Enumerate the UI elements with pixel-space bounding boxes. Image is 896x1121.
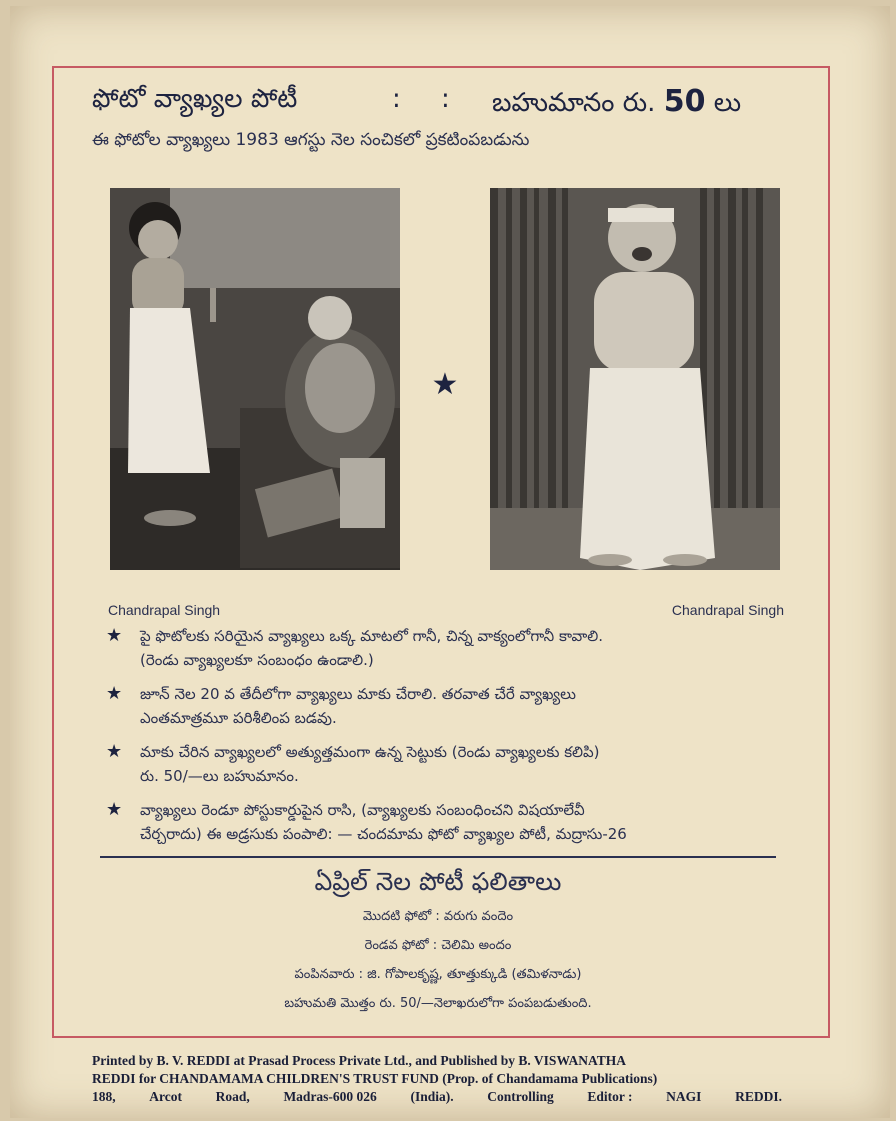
contest-rules: [106, 624, 806, 856]
star-icon: ★: [106, 741, 123, 762]
rule-item: [106, 682, 806, 730]
rule-text: ఎంతమాత్రమూ పరిశీలింప బడవు.: [140, 709, 337, 727]
star-icon: ★: [106, 683, 123, 704]
rule-text: చేర్చరాదు) ఈ అడ్రసుకు పంపాలి: — చందమామ ఫోటో వ్యాఖ్యల పోటీ, మద్రాసు-26: [140, 825, 627, 843]
first-photo-result: మొదటి ఫోటో : వరుగు వందెం: [362, 909, 514, 924]
rule-text: జూన్ నెల 20 వ తేదీలోగా వ్యాఖ్యలు మాకు చేరాలి. తరవాత చేరే వ్యాఖ్యలు: [140, 685, 576, 703]
child-with-shrine-photo: [110, 188, 400, 570]
prize-amount: 50: [663, 84, 706, 119]
imprint-word: Madras-600 026: [283, 1089, 377, 1104]
prize-note: బహుమతి మొత్తం రు. 50/—నెలాఖరులోగా పంపబడుతుంది.: [284, 996, 592, 1011]
photo-left: [110, 188, 400, 570]
winner-sender: పంపినవారు : జి. గోపాలకృష్ణ, తూత్తుక్కుడి (తమిళనాడు): [294, 967, 582, 982]
title-separator: : :: [392, 84, 466, 114]
star-icon: ★: [106, 625, 123, 646]
imprint-word: 188,: [92, 1089, 116, 1104]
photo-right: [490, 188, 780, 570]
second-photo-result: రెండవ ఫోటో : చెలిమి అందం: [364, 938, 512, 953]
results-section: [100, 862, 776, 1018]
contest-title: [92, 84, 812, 124]
rule-text: రు. 50/—లు బహుమానం.: [140, 767, 299, 785]
imprint-footer: [92, 1052, 782, 1106]
star-icon: ★: [106, 799, 123, 820]
contest-name: ఫోటో వ్యాఖ్యల పోటీ: [92, 84, 298, 114]
rule-text: (రెండు వ్యాఖ్యలకూ సంబంధం ఉండాలి.): [140, 651, 374, 669]
announcement-line: ఈ ఫోటోల వ్యాఖ్యలు 1983 ఆగస్టు నెల సంచికలో ప్రకటింపబడును: [92, 130, 530, 150]
imprint-word: Road,: [215, 1089, 250, 1104]
prize-label: బహుమానం రు.: [492, 88, 656, 118]
rule-text: మాకు చేరిన వ్యాఖ్యలలో అత్యుత్తమంగా ఉన్న సెట్టుకు (రెండు వ్యాఖ్యలకు కలిపి): [140, 743, 600, 761]
results-title: ఏప్రిల్ నెల పోటీ ఫలితాలు: [314, 867, 562, 896]
rule-text: పై ఫొటోలకు సరియైన వ్యాఖ్యలు ఒక్క మాటలో గానీ, చిన్న వాక్యంలోగానీ కావాలి.: [140, 627, 603, 645]
imprint-word: Editor :: [587, 1089, 633, 1104]
imprint-word: Controlling: [487, 1089, 554, 1104]
imprint-word: NAGI: [666, 1089, 702, 1104]
imprint-line: REDDI for CHANDAMAMA CHILDREN'S TRUST FUND (Prop. of Chandamama Publications): [92, 1071, 658, 1086]
rule-item: [106, 740, 806, 788]
rule-item: [106, 624, 806, 672]
prize-heading: [492, 84, 741, 124]
imprint-line: Printed by B. V. REDDI at Prasad Process Private Ltd., and Published by B. VISWANATHA: [92, 1053, 626, 1068]
photo-credit-left: Chandrapal Singh: [108, 602, 221, 618]
imprint-word: (India).: [410, 1089, 454, 1104]
imprint-address: [92, 1088, 782, 1106]
imprint-word: REDDI.: [735, 1089, 782, 1104]
rule-item: [106, 798, 806, 846]
rule-text: వ్యాఖ్యలు రెండూ పోస్టుకార్డుపైన రాసి, (వ్యాఖ్యలకు సంబంధించని విషయాలేవీ: [140, 801, 585, 819]
photo-credit-right: Chandrapal Singh: [671, 602, 784, 618]
star-icon: ★: [431, 367, 459, 402]
prize-suffix: లు: [713, 88, 742, 118]
imprint-word: Arcot: [149, 1089, 183, 1104]
crying-child-photo: [490, 188, 780, 570]
section-divider: [100, 856, 776, 858]
